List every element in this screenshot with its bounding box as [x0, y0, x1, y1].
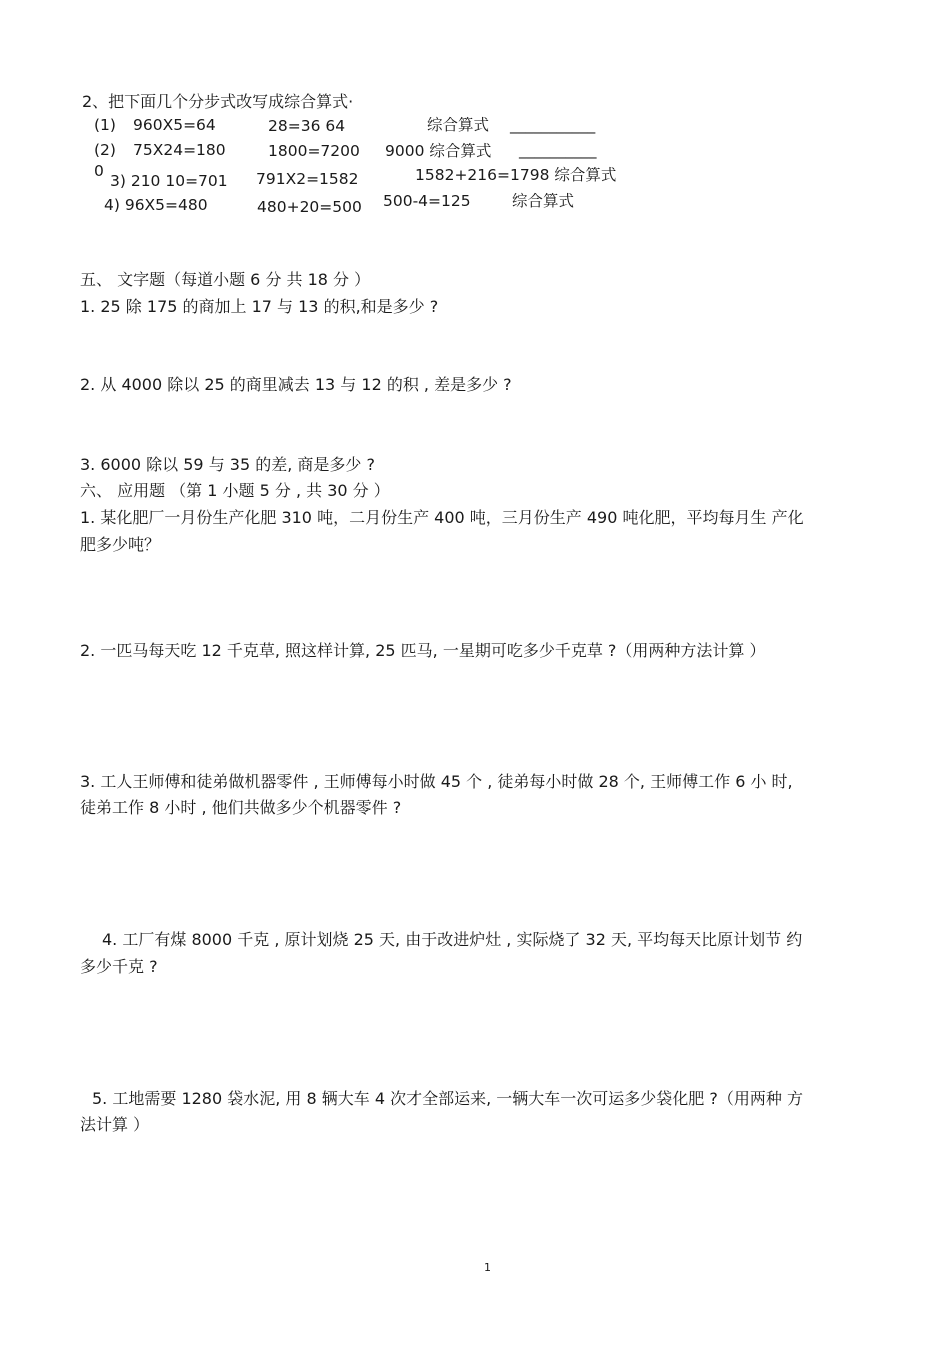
section-6-question-3-line-1: 3. 工人王师傅和徒弟做机器零件 , 王师傅每小时做 45 个 , 徒弟每小时做 28 个, 王师傅工作 6 小 时,: [80, 772, 793, 791]
row-3-step-c: 1582+216=1798 综合算式: [415, 166, 617, 184]
section-6-question-4-line-1: 4. 工厂有煤 8000 千克 , 原计划烧 25 天, 由于改进炉灶 , 实际烧了 32 天, 平均每天比原计划节 约: [102, 930, 803, 949]
section-6-question-5-line-2: 法计算 ）: [80, 1115, 150, 1134]
row-4-label: 综合算式: [512, 192, 575, 210]
section-5-heading: 五、 文字题（每道小题 6 分 共 18 分 ）: [80, 270, 371, 289]
section-6-question-3-line-2: 徒弟工作 8 小时 , 他们共做多少个机器零件 ?: [80, 798, 402, 817]
page-number: 1: [484, 1261, 491, 1274]
section-6-question-2: 2. 一匹马每天吃 12 千克草, 照这样计算, 25 匹马, 一星期可吃多少千克草 ?（用两种方法计算 ）: [80, 641, 766, 660]
row-4-step-c: 500-4=125: [383, 192, 471, 210]
row-4-step-b: 480+20=500: [257, 198, 362, 216]
row-3-step-b: 791X2=1582: [256, 170, 359, 188]
row-3-clipped: 3) 210 10=701: [110, 172, 228, 190]
row-2-step-a: 75X24=180: [133, 141, 226, 159]
row-2-wrap: 0: [94, 162, 104, 180]
section-6-heading: 六、 应用题 （第 1 小题 5 分 , 共 30 分 ）: [80, 481, 390, 500]
row-2-step-b: 1800=7200: [268, 142, 360, 160]
row-1-number: (1): [94, 116, 116, 134]
section-2-heading: 2、把下面几个分步式改写成综合算式·: [82, 92, 354, 111]
row-2-number: (2): [94, 141, 116, 159]
row-4-step-a: 4) 96X5=480: [104, 196, 208, 214]
section-6-question-1-line-1: 1. 某化肥厂一月份生产化肥 310 吨，二月份生产 400 吨，三月份生产 490 吨化肥，平均每月生 产化: [80, 508, 804, 527]
section-5-question-1: 1. 25 除 175 的商加上 17 与 13 的积,和是多少 ?: [80, 297, 439, 316]
row-1-step-b: 28=36 64: [268, 117, 346, 135]
row-2-answer-blank: __________: [519, 141, 597, 159]
section-6-question-1-line-2: 肥多少吨？: [80, 535, 161, 554]
section-5-question-2: 2. 从 4000 除以 25 的商里减去 13 与 12 的积 , 差是多少 ?: [80, 375, 512, 394]
section-6-question-5-line-1: 5. 工地需要 1280 袋水泥, 用 8 辆大车 4 次才全部运来, 一辆大车一次可运多少袋化肥 ?（用两种 方: [92, 1089, 803, 1108]
section-5-question-3: 3. 6000 除以 59 与 35 的差, 商是多少 ?: [80, 455, 375, 474]
row-1-label: 综合算式: [427, 116, 490, 134]
row-1-answer-blank: ___________: [510, 116, 596, 134]
row-1-step-a: 960X5=64: [133, 116, 216, 134]
section-6-question-4-line-2: 多少千克 ?: [80, 957, 158, 976]
row-2-label: 9000 综合算式: [385, 142, 492, 160]
